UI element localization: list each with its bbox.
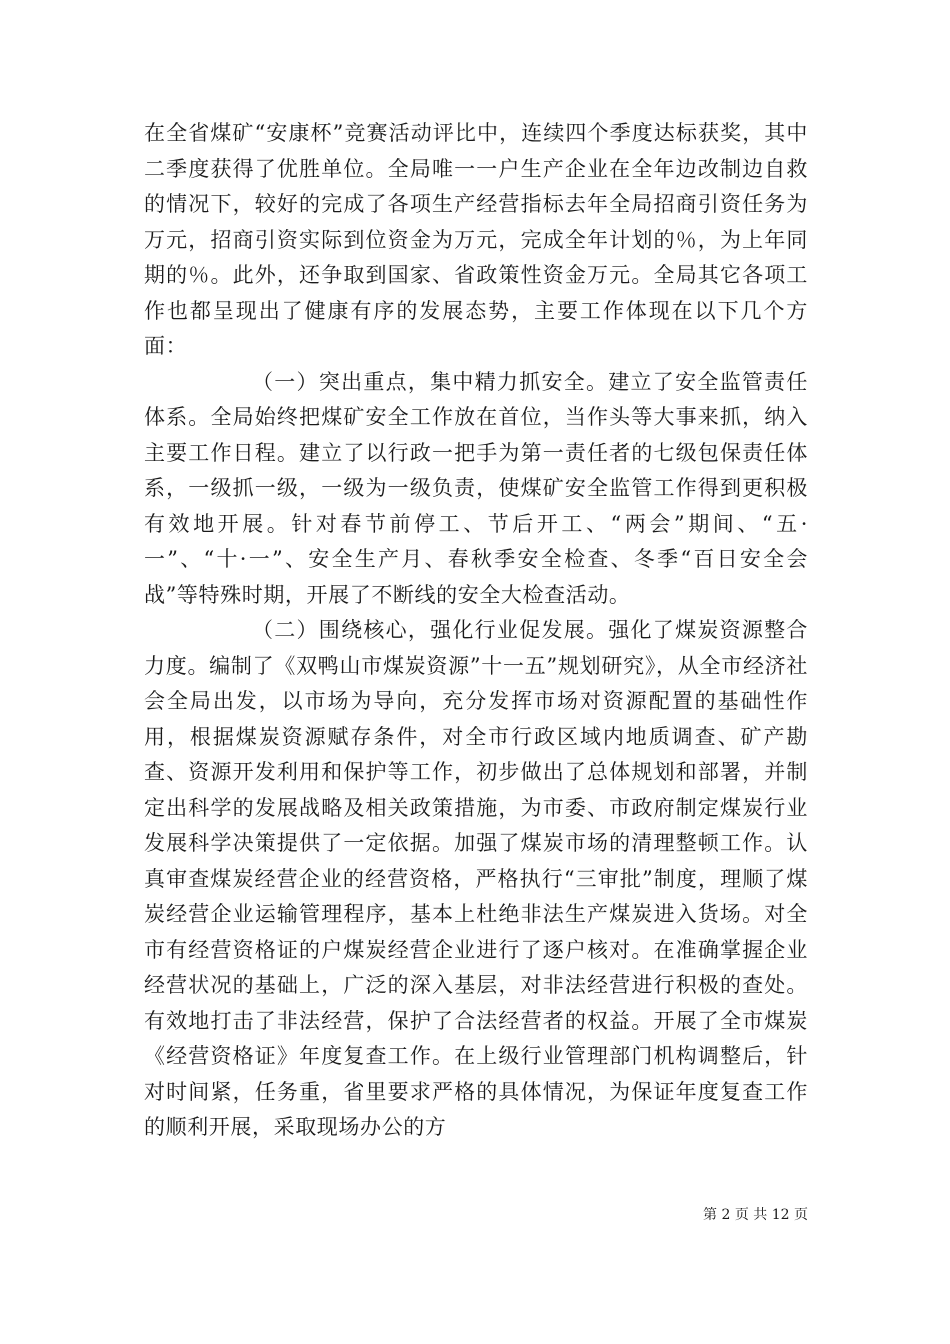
- paragraph-section-2: （二）围绕核心，强化行业促发展。强化了煤炭资源整合力度。编制了《双鸭山市煤炭资源”十一五”规划研究》，从全市经济社会全局出发，以市场为导向，充分发挥市场对资源配置的基础性作用，根据煤炭资源赋存条件，对全市行政区域内地质调查、矿产勘查、资源开发利用和保护等工作，初步做出了总体规划和部署，并制定出科学的发展战略及相关政策措施，为市委、市政府制定煤炭行业发展科学决策提供了一定依据。加强了煤炭市场的清理整顿工作。认真审查煤炭经营企业的经营资格，严格执行“三审批”制度，理顺了煤炭经营企业运输管理程序，基本上杜绝非法生产煤炭进入货场。对全市有经营资格证的户煤炭经营企业进行了逐户核对。在准确掌握企业经营状况的基础上，广泛的深入基层，对非法经营进行积极的查处。有效地打击了非法经营，保护了合法经营者的权益。开展了全市煤炭《经营资格证》年度复查工作。在上级行业管理部门机构调整后，针对时间紧，任务重，省里要求严格的具体情况，为保证年度复查工作的顺利开展，采取现场办公的方: [144, 618, 808, 1139]
- paragraph-section-1: （一）突出重点，集中精力抓安全。建立了安全监管责任体系。全局始终把煤矿安全工作放在首位，当作头等大事来抓，纳入主要工作日程。建立了以行政一把手为第一责任者的七级包保责任体系，一级抓一级，一级为一级负责，使煤矿安全监管工作得到更积极有效地开展。针对春节前停工、节后开工、“两会”期间、“五·一”、“十·一”、安全生产月、春秋季安全检查、冬季“百日安全会战”等特殊时期，开展了不断线的安全大检查活动。: [144, 369, 808, 607]
- document-body: [144, 116, 808, 1146]
- page-number: 第 2 页 共 12 页: [703, 1207, 808, 1223]
- paragraph-intro: 在全省煤矿“安康杯”竞赛活动评比中，连续四个季度达标获奖，其中二季度获得了优胜单位。全局唯一一户生产企业在全年边改制边自救的情况下，较好的完成了各项生产经营指标去年全局招商引资任务为万元，招商引资实际到位资金为万元，完成全年计划的％，为上年同期的％。此外，还争取到国家、省政策性资金万元。全局其它各项工作也都呈现出了健康有序的发展态势，主要工作体现在以下几个方面：: [144, 121, 808, 358]
